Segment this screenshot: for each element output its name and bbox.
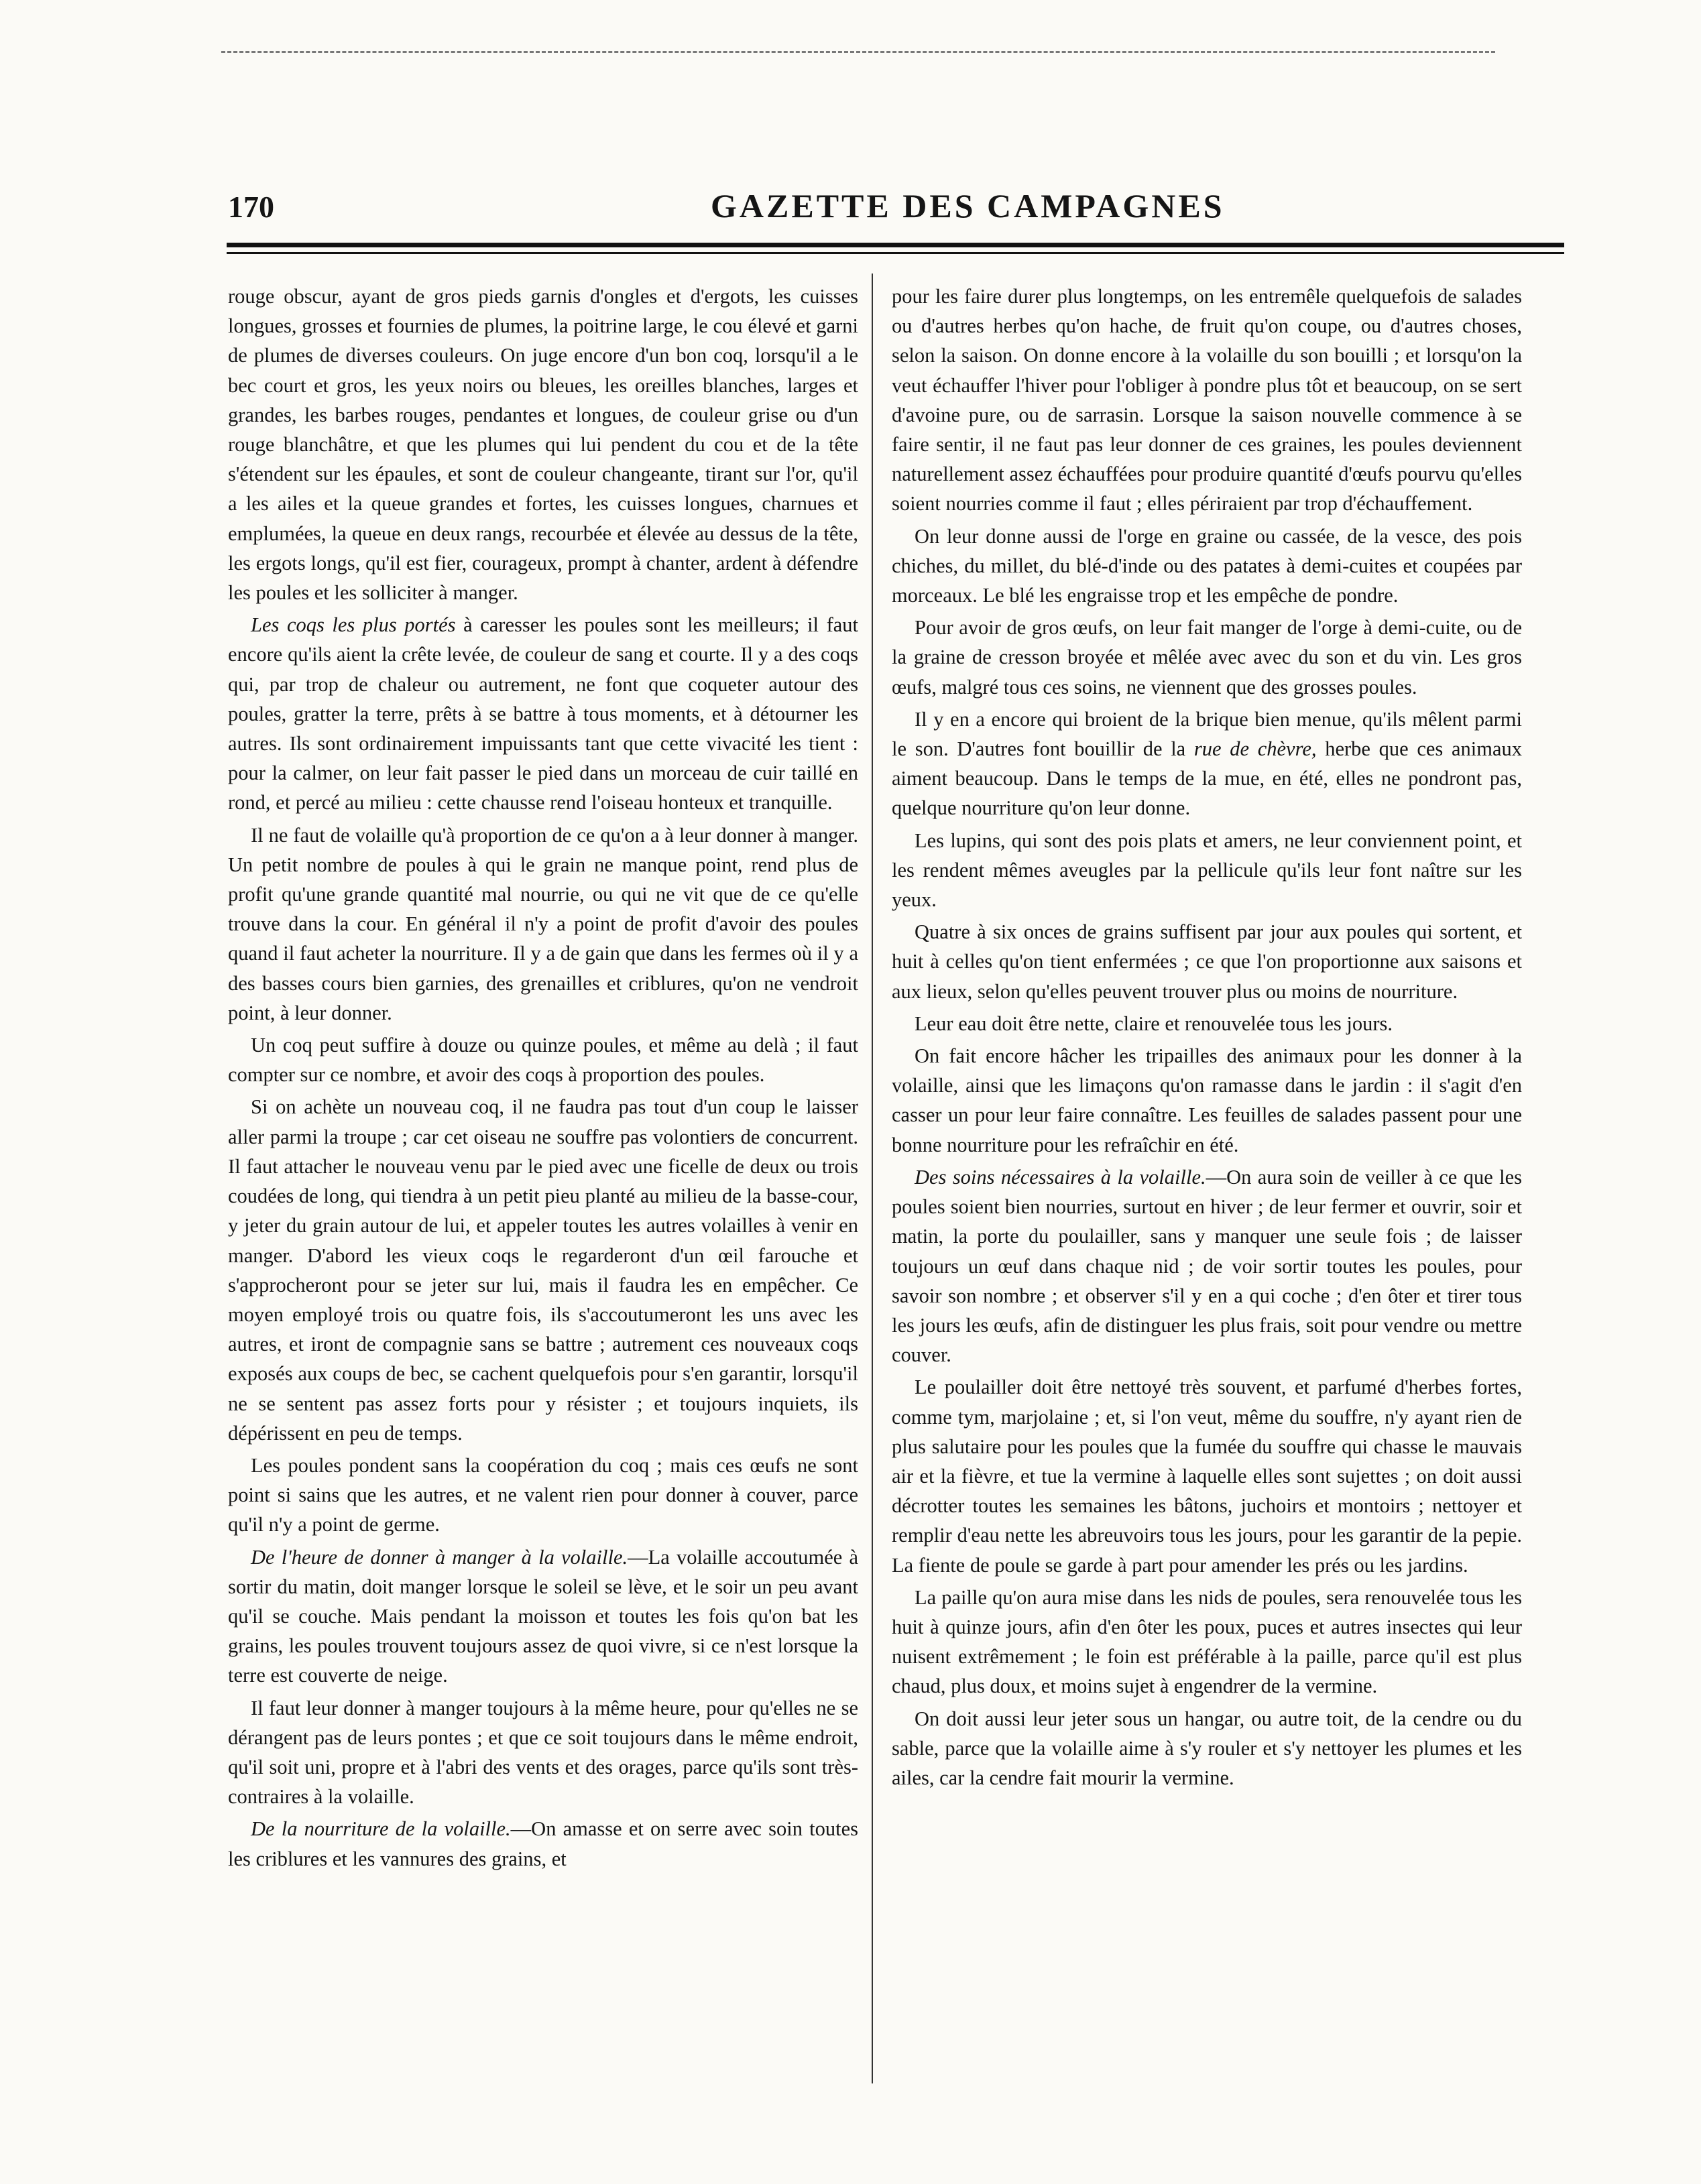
right-column [892,282,1522,2091]
paragraph: Pour avoir de gros œufs, on leur fait manger de l'orge à demi-cuite, ou de la graine de cresson broyée et mêlée avec avec du son et du vin. Les gros œufs, malgré tous ces soins, ne viennent que des grosses poules. [892,616,1522,699]
paragraph: Si on achète un nouveau coq, il ne faudra pas tout d'un coup le laisser aller parmi la troupe ; car cet oiseau ne souffre pas volontiers de concurrent. Il faut attacher le nouveau venu par le pied avec une ficelle de deux ou trois coudées de long, qui tiendra à un petit pieu planté au milieu de la basse-cour, y jeter du grain autour de lui, et appeler toutes les autres volailles à venir en manger. D'abord les vieux coqs le regarderont d'un œil farouche et s'approcheront pour se jeter sur lui, mais il faudra les en empêcher. Ce moyen employé trois ou quatre fois, ils s'accoutumeront les uns avec les autres, et iront de compagnie sans se battre ; autrement ces nouveaux coqs exposés aux coups de bec, se cachent quelquefois pour s'en garantir, lorsqu'il ne se sentent pas assez forts pour y résister ; et toujours inquiets, ils dépérissent en peu de temps. [228,1095,858,1445]
paragraph: On leur donne aussi de l'orge en graine ou cassée, de la vesce, des pois chiches, du millet, du blé-d'inde ou des patates à demi-cuites et coupées par morceaux. Le blé les engraisse trop et les empêche de pondre. [892,524,1522,607]
italic-term: rue de chèvre, [1193,737,1317,761]
paragraph: On fait encore hâcher les tripailles des animaux pour les donner à la volaille, ainsi que les limaçons qu'on ramasse dans le jardin : il s'agit d'en casser un pour leur faire connaître. Les feuilles de salades passent pour une bonne nourriture pour les refraîchir en été. [892,1044,1522,1156]
paragraph-italic-lead: Les coqs les plus portés [251,613,456,637]
column-divider [872,274,873,2083]
header-rule-thick [227,243,1564,247]
masthead-title: GAZETTE DES CAMPAGNES [711,187,1225,225]
paragraph: rouge obscur, ayant de gros pieds garnis d'ongles et d'ergots, les cuisses longues, grosses et fournies de plumes, la poitrine large, le cou élevé et garni de plumes de diverses couleurs. On juge encore d'un bon coq, lorsqu'il a le bec court et gros, les yeux noirs ou bleues, les oreilles blanches, larges et grandes, les barbes rouges, pendantes et longues, de couleur grise ou d'un rouge blanchâtre, et que les plumes qui lui pendent du cou et de la tête s'étendent sur les épaules, et sont de couleur changeante, tirant sur l'or, qu'il a les ailes et la queue grandes et fortes, les cuisses longues, charnues et emplumées, la queue en deux rangs, recourbée et élevée au dessus de la tête, les ergots longs, qu'il est fier, courageux, prompt à chanter, ardent à défendre les poules et les solliciter à manger. [228,285,858,605]
paragraph: Il ne faut de volaille qu'à proportion de ce qu'on a à leur donner à manger. Un petit nombre de poules à qui le grain ne manque point, rend plus de profit qu'une grande quantité mal nourrie, ou qui ne vit que de ce qu'elle trouve dans la cour. En général il n'y a point de profit d'avoir des poules quand il faut acheter la nourriture. Il y a de gain que dans les fermes où il y a des basses cours bien garnies, des grenailles et criblures, qu'on ne vendroit point, à leur donner. [228,823,858,1024]
paragraph: Quatre à six onces de grains suffisent par jour aux poules qui sortent, et huit à celles qu'on tient enfermées ; ce que l'on proportionne aux saisons et aux lieux, selon qu'elles peuvent trouver plus ou moins de nourriture. [892,920,1522,1003]
section-paragraph: De l'heure de donner à manger à la volaille.—La volaille accoutumée à sortir du matin, doit manger lorsque le soleil se lève, et le soir un peu avant qu'il se couche. Mais pendant la moisson et toutes les fois qu'on bat les grains, les poules trouvent toujours assez de quoi vivre, si ce n'est lorsque la terre est couverte de neige. [228,1545,858,1687]
page-number: 170 [228,190,274,224]
paragraph: Les poules pondent sans la coopération du coq ; mais ces œufs ne sont point si sains que les autres, et ne valent rien pour donner à couver, parce qu'il n'y a point de germe. [228,1453,858,1536]
section-paragraph: Des soins nécessaires à la volaille.—On aura soin de veiller à ce que les poules soient bien nourries, surtout en hiver ; de leur fermer et ouvrir, soir et matin, la porte du poulailler, sans y manquer une seule fois ; de laisser toujours un œuf dans chaque nid ; de voir sortir toutes les poules, pour savoir son nombre ; et observer s'il y en a qui coche ; d'en ôter et tirer tous les jours les œufs, afin de distinguer les plus frais, soit pour vendre ou mettre couver. [892,1165,1522,1367]
paragraph: Les coqs les plus portés à caresser les poules sont les meilleurs; il faut encore qu'ils aient la crête levée, de couleur de sang et courte. Il y a des coqs qui, par trop de chaleur ou autrement, ne font que coqueter autour des poules, gratter la terre, prêts à se battre à tous moments, et à détourner les autres. Ils sont ordinairement impuissants tant que cette vivacité les tient : pour la calmer, on leur fait passer le pied dans un morceau de cuir taillé en rond, et percé au milieu : cette chausse rend l'oiseau honteux et tranquille. [228,613,858,814]
section-paragraph: De la nourriture de la volaille.—On amasse et on serre avec soin toutes les criblures et les vannures des grains, et [228,1817,858,1870]
paragraph: On doit aussi leur jeter sous un hangar, ou autre toit, de la cendre ou du sable, parce que la volaille aime à s'y rouler et s'y nettoyer les plumes et les ailes, car la cendre fait mourir la vermine. [892,1707,1522,1789]
top-dashed-line [221,51,1495,53]
paragraph: Les lupins, qui sont des pois plats et amers, ne leur conviennent point, et les rendent mêmes aveugles par la pellicule qu'ils leur font naître sur les yeux. [892,829,1522,912]
header-rule-thin [227,252,1564,254]
paragraph: Un coq peut suffire à douze ou quinze poules, et même au delà ; il faut compter sur ce nombre, et avoir des coqs à proportion des poules. [228,1034,858,1087]
paragraph: Le poulailler doit être nettoyé très souvent, et parfumé d'herbes fortes, comme tym, marjolaine ; et, si l'on veut, même du souffre, n'y ayant rien de plus salutaire pour les poules que la fumée du souffre qui chasse le mauvais air et la fièvre, et tue la vermine à laquelle elles sont sujettes ; on doit aussi décrotter toutes les semaines les bâtons, juchoirs et montoirs ; nettoyer et remplir d'eau nette les abreuvoirs tous les jours, pour les garantir de la pepie. La fiente de poule se garde à part pour amender les prés ou les jardins. [892,1376,1522,1577]
paragraph: Il faut leur donner à manger toujours à la même heure, pour qu'elles ne se dérangent pas de leurs pontes ; et que ce soit toujours dans le même endroit, qu'il soit uni, propre et à l'abri des vents et des orages, parce qu'ils sont très-contraires à la volaille. [228,1696,858,1809]
left-column [228,282,858,2091]
paragraph: La paille qu'on aura mise dans les nids de poules, sera renouvelée tous les huit à quinze jours, afin d'en ôter les poux, puces et autres insectes qui leur nuisent extrêmement ; le foin est préférable à la paille, parce qu'il est plus chaud, plus doux, et moins sujet à engendrer de la vermine. [892,1585,1522,1698]
paragraph: Leur eau doit être nette, claire et renouvelée tous les jours. [915,1012,1393,1035]
paragraph: pour les faire durer plus longtemps, on les entremêle quelquefois de salades ou d'autres herbes qu'on hache, de fruit qu'on coupe, ou d'autres choses, selon la saison. On donne encore à la volaille du son bouilli ; et lorsqu'on la veut échauffer l'hiver pour l'obliger à pondre plus tôt et beaucoup, on se sert d'avoine pure, ou de sarrasin. Lorsque la saison nouvelle commence à se faire sentir, il ne faut pas leur donner de ces graines, les poules deviennent naturellement assez échauffées pour produire quantité d'œufs pourvu qu'elles soient nourries comme il faut ; elles périraient par trop d'échauffement. [892,285,1522,515]
section-heading: Des soins nécessaires à la volaille. [915,1165,1206,1189]
paragraph: Il y en a encore qui broient de la brique bien menue, qu'ils mêlent parmi le son. D'autres font bouillir de la rue de chèvre, herbe que ces animaux aiment beaucoup. Dans le temps de la mue, en été, elles ne pondront pas, quelque nourriture qu'on leur donne. [892,707,1522,820]
section-heading: De la nourriture de la volaille. [251,1817,511,1841]
section-heading: De l'heure de donner à manger à la volaille. [251,1545,628,1569]
